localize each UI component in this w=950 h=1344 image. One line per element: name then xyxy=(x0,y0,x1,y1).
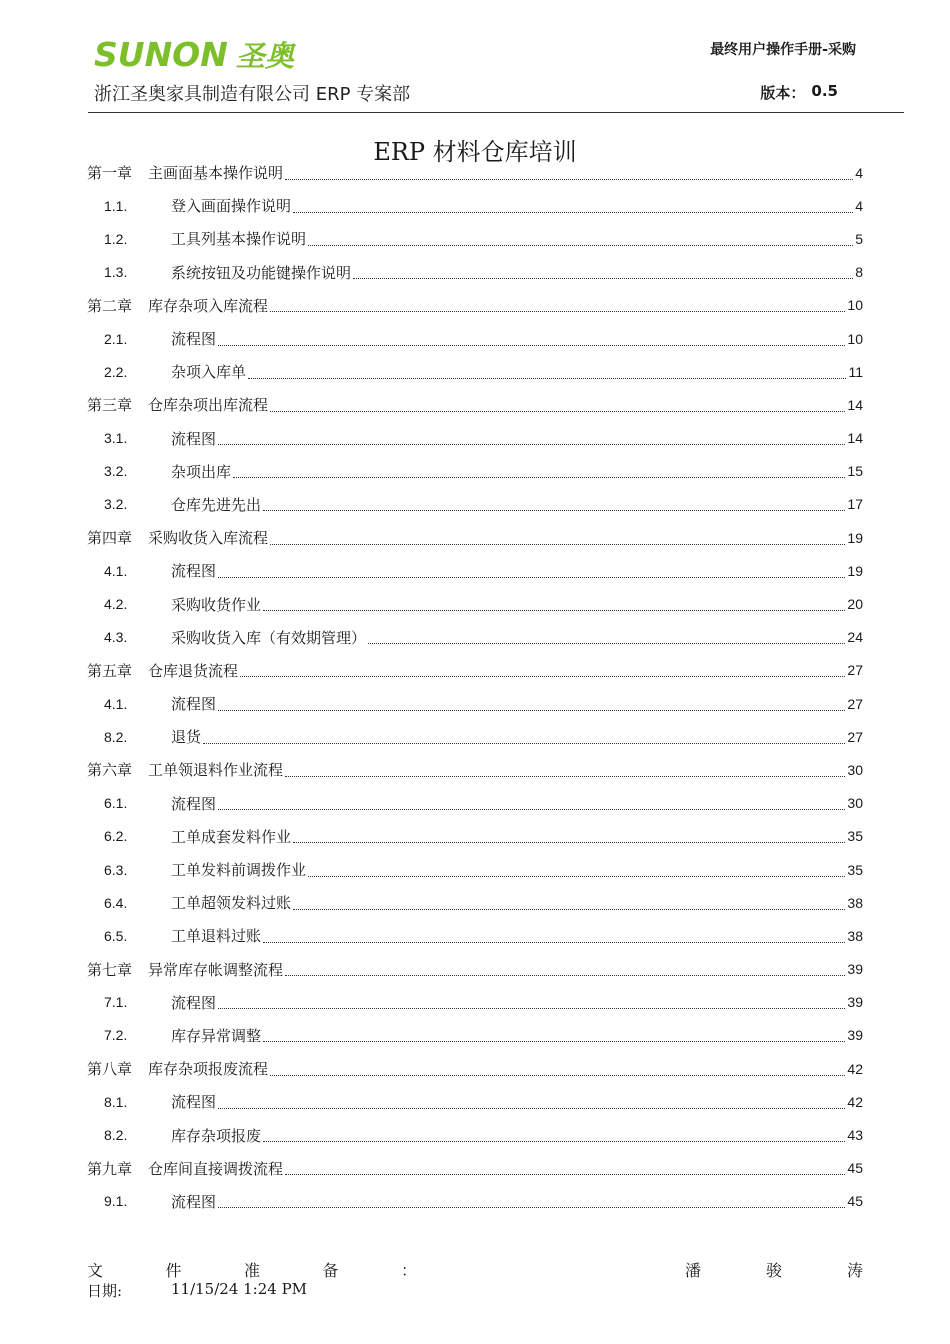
toc-chapter-entry[interactable] xyxy=(87,1152,863,1185)
toc-entry-page: 45 xyxy=(847,1160,863,1177)
toc-dot-leader xyxy=(285,178,853,180)
toc-entry-title: 工具列基本操作说明 xyxy=(171,230,307,249)
toc-section-entry[interactable] xyxy=(87,687,863,720)
toc-entry-page: 27 xyxy=(847,662,863,679)
toc-entry-title: 流程图 xyxy=(171,695,217,714)
toc-entry-page: 15 xyxy=(847,463,863,480)
toc-section-entry[interactable] xyxy=(87,986,863,1019)
toc-chapter-entry[interactable] xyxy=(87,156,863,189)
toc-entry-page: 19 xyxy=(847,562,863,579)
toc-entry-title: 工单超领发料过账 xyxy=(171,894,292,913)
toc-entry-number: 6.4. xyxy=(104,894,128,911)
toc-entry-number: 1.1. xyxy=(104,197,128,214)
toc-entry-number: 7.2. xyxy=(104,1027,128,1044)
toc-section-entry[interactable] xyxy=(87,720,863,753)
toc-entry-page: 10 xyxy=(847,297,863,314)
page-header xyxy=(88,30,904,113)
toc-dot-leader xyxy=(203,742,845,744)
toc-dot-leader xyxy=(218,1107,845,1109)
toc-entry-number: 第八章 xyxy=(87,1060,133,1079)
toc-entry-number: 8.2. xyxy=(104,1127,128,1144)
toc-dot-leader xyxy=(233,476,845,478)
toc-entry-number: 7.1. xyxy=(104,994,128,1011)
toc-entry-page: 42 xyxy=(847,1060,863,1077)
toc-entry-title: 仓库杂项出库流程 xyxy=(148,396,269,415)
toc-entry-page: 4 xyxy=(855,197,863,214)
toc-entry-title: 流程图 xyxy=(171,562,217,581)
logo-wordmark: SUNON xyxy=(94,35,228,74)
toc-entry-title: 杂项入库单 xyxy=(171,363,247,382)
toc-entry-number: 8.1. xyxy=(104,1093,128,1110)
toc-entry-page: 39 xyxy=(847,1027,863,1044)
toc-entry-number: 6.2. xyxy=(104,828,128,845)
toc-entry-title: 库存异常调整 xyxy=(171,1026,262,1045)
prepared-label-char: 备 xyxy=(322,1261,339,1280)
toc-entry-page: 14 xyxy=(847,396,863,413)
toc-entry-number: 第六章 xyxy=(87,761,133,780)
toc-entry-page: 20 xyxy=(847,596,863,613)
toc-entry-page: 30 xyxy=(847,795,863,812)
toc-section-entry[interactable] xyxy=(87,189,863,222)
toc-entry-page: 8 xyxy=(855,264,863,281)
table-of-contents xyxy=(87,156,863,1218)
toc-dot-leader xyxy=(285,974,845,976)
company-name: 浙江圣奥家具制造有限公司 ERP 专案部 xyxy=(94,84,411,105)
toc-entry-number: 4.2. xyxy=(104,596,128,613)
toc-chapter-entry[interactable] xyxy=(87,654,863,687)
toc-dot-leader xyxy=(353,277,853,279)
toc-dot-leader xyxy=(368,642,845,644)
toc-dot-leader xyxy=(285,1173,845,1175)
toc-dot-leader xyxy=(263,609,845,611)
toc-section-entry[interactable] xyxy=(87,222,863,255)
toc-chapter-entry[interactable] xyxy=(87,388,863,421)
toc-entry-number: 第四章 xyxy=(87,529,133,548)
sunon-logo xyxy=(94,34,294,75)
toc-entry-page: 42 xyxy=(847,1093,863,1110)
toc-entry-number: 9.1. xyxy=(104,1193,128,1210)
toc-entry-title: 仓库先进先出 xyxy=(171,495,262,514)
toc-entry-number: 6.3. xyxy=(104,861,128,878)
toc-chapter-entry[interactable] xyxy=(87,289,863,322)
toc-dot-leader xyxy=(308,244,853,246)
toc-section-entry[interactable] xyxy=(87,1185,863,1218)
toc-entry-title: 异常库存帐调整流程 xyxy=(148,960,284,979)
toc-entry-number: 2.1. xyxy=(104,330,128,347)
document-title: ERP 材料仓库培训 xyxy=(373,138,577,166)
toc-section-entry[interactable] xyxy=(87,554,863,587)
toc-entry-number: 第五章 xyxy=(87,661,133,680)
toc-entry-page: 5 xyxy=(855,230,863,247)
toc-entry-title: 工单领退料作业流程 xyxy=(148,761,284,780)
footer-prepared-by xyxy=(87,1258,863,1281)
toc-entry-page: 39 xyxy=(847,961,863,978)
toc-section-entry[interactable] xyxy=(87,820,863,853)
toc-section-entry[interactable] xyxy=(87,886,863,919)
toc-section-entry[interactable] xyxy=(87,919,863,952)
toc-section-entry[interactable] xyxy=(87,256,863,289)
toc-dot-leader xyxy=(263,1140,845,1142)
toc-entry-page: 10 xyxy=(847,330,863,347)
logo-chinese-mark: 圣奥 xyxy=(235,39,294,73)
toc-entry-page: 27 xyxy=(847,728,863,745)
toc-dot-leader xyxy=(248,377,846,379)
toc-entry-page: 30 xyxy=(847,761,863,778)
date-value: 11/15/24 1:24 PM xyxy=(171,1280,308,1298)
toc-section-entry[interactable] xyxy=(87,621,863,654)
toc-entry-number: 4.3. xyxy=(104,629,128,646)
toc-dot-leader xyxy=(263,509,845,511)
toc-entry-title: 采购收货入库流程 xyxy=(148,529,269,548)
toc-entry-title: 工单退料过账 xyxy=(171,927,262,946)
toc-section-entry[interactable] xyxy=(87,587,863,620)
toc-entry-title: 流程图 xyxy=(171,794,217,813)
toc-entry-title: 库存杂项报废 xyxy=(171,1126,262,1145)
toc-entry-page: 38 xyxy=(847,927,863,944)
toc-section-entry[interactable] xyxy=(87,322,863,355)
toc-entry-title: 工单成套发料作业 xyxy=(171,827,292,846)
toc-entry-number: 6.1. xyxy=(104,795,128,812)
toc-entry-title: 采购收货入库（有效期管理） xyxy=(171,628,367,647)
prepared-name-char: 骏 xyxy=(765,1261,782,1280)
date-label: 日期: xyxy=(87,1282,123,1300)
toc-section-entry[interactable] xyxy=(87,422,863,455)
toc-entry-number: 8.2. xyxy=(104,728,128,745)
toc-entry-number: 3.2. xyxy=(104,463,128,480)
toc-dot-leader xyxy=(293,211,853,213)
toc-entry-number: 第二章 xyxy=(87,296,133,315)
toc-entry-page: 24 xyxy=(847,629,863,646)
toc-chapter-entry[interactable] xyxy=(87,521,863,554)
prepared-label xyxy=(87,1258,417,1281)
toc-entry-page: 11 xyxy=(848,363,863,380)
toc-entry-title: 流程图 xyxy=(171,993,217,1012)
toc-entry-title: 流程图 xyxy=(171,1093,217,1112)
toc-dot-leader xyxy=(240,675,845,677)
toc-dot-leader xyxy=(218,709,845,711)
toc-dot-leader xyxy=(270,543,845,545)
toc-entry-page: 39 xyxy=(847,994,863,1011)
toc-dot-leader xyxy=(218,808,845,810)
prepared-label-char: 文 xyxy=(87,1261,104,1280)
toc-section-entry[interactable] xyxy=(87,488,863,521)
toc-dot-leader xyxy=(285,775,845,777)
toc-section-entry[interactable] xyxy=(87,455,863,488)
prepared-name-char: 潘 xyxy=(685,1261,702,1280)
toc-entry-title: 工单发料前调拨作业 xyxy=(171,861,307,880)
toc-entry-number: 第九章 xyxy=(87,1159,133,1178)
toc-dot-leader xyxy=(263,941,845,943)
prepared-label-char: ： xyxy=(400,1261,417,1280)
toc-section-entry[interactable] xyxy=(87,787,863,820)
toc-section-entry[interactable] xyxy=(87,1118,863,1151)
toc-dot-leader xyxy=(218,1206,845,1208)
toc-chapter-entry[interactable] xyxy=(87,753,863,786)
prepared-name xyxy=(685,1258,863,1281)
toc-entry-page: 35 xyxy=(847,861,863,878)
version-value: 0.5 xyxy=(811,82,838,100)
toc-entry-title: 仓库间直接调拨流程 xyxy=(148,1159,284,1178)
version-info xyxy=(760,82,838,103)
toc-entry-title: 库存杂项入库流程 xyxy=(148,296,269,315)
toc-entry-title: 流程图 xyxy=(171,429,217,448)
toc-entry-number: 4.1. xyxy=(104,695,128,712)
toc-entry-number: 第一章 xyxy=(87,164,133,183)
toc-dot-leader xyxy=(270,1074,845,1076)
toc-entry-title: 登入画面操作说明 xyxy=(171,197,292,216)
toc-entry-page: 4 xyxy=(855,164,863,181)
toc-entry-number: 6.5. xyxy=(104,927,128,944)
toc-entry-title: 库存杂项报废流程 xyxy=(148,1060,269,1079)
toc-section-entry[interactable] xyxy=(87,355,863,388)
toc-entry-page: 14 xyxy=(847,430,863,447)
toc-dot-leader xyxy=(293,908,845,910)
toc-dot-leader xyxy=(263,1040,845,1042)
toc-entry-title: 主画面基本操作说明 xyxy=(148,164,284,183)
toc-dot-leader xyxy=(293,841,845,843)
toc-dot-leader xyxy=(270,310,845,312)
toc-entry-page: 27 xyxy=(847,695,863,712)
toc-entry-page: 38 xyxy=(847,894,863,911)
toc-chapter-entry[interactable] xyxy=(87,1052,863,1085)
toc-dot-leader xyxy=(218,576,845,578)
toc-entry-number: 第七章 xyxy=(87,960,133,979)
footer-date xyxy=(87,1280,307,1301)
toc-dot-leader xyxy=(270,410,845,412)
toc-entry-title: 系统按钮及功能键操作说明 xyxy=(171,263,352,282)
prepared-name-char: 涛 xyxy=(846,1261,863,1280)
toc-entry-title: 杂项出库 xyxy=(171,462,232,481)
toc-entry-number: 3.2. xyxy=(104,496,128,513)
toc-dot-leader xyxy=(218,1007,845,1009)
toc-section-entry[interactable] xyxy=(87,1085,863,1118)
toc-dot-leader xyxy=(218,344,845,346)
toc-entry-page: 19 xyxy=(847,529,863,546)
toc-section-entry[interactable] xyxy=(87,853,863,886)
toc-entry-number: 1.3. xyxy=(104,264,128,281)
toc-entry-page: 17 xyxy=(847,496,863,513)
toc-entry-title: 流程图 xyxy=(171,1192,217,1211)
toc-entry-page: 43 xyxy=(847,1127,863,1144)
toc-entry-title: 退货 xyxy=(171,728,202,747)
version-label: 版本： xyxy=(760,84,806,102)
toc-entry-number: 3.1. xyxy=(104,430,128,447)
toc-entry-title: 采购收货作业 xyxy=(171,595,262,614)
toc-section-entry[interactable] xyxy=(87,1019,863,1052)
toc-dot-leader xyxy=(308,875,845,877)
toc-entry-number: 2.2. xyxy=(104,363,128,380)
toc-dot-leader xyxy=(218,443,845,445)
prepared-label-char: 准 xyxy=(243,1261,260,1280)
toc-entry-page: 45 xyxy=(847,1193,863,1210)
toc-entry-number: 4.1. xyxy=(104,562,128,579)
manual-title: 最终用户操作手册-采购 xyxy=(710,42,856,58)
toc-entry-title: 仓库退货流程 xyxy=(148,661,239,680)
prepared-label-char: 件 xyxy=(165,1261,182,1280)
toc-entry-title: 流程图 xyxy=(171,330,217,349)
toc-entry-page: 35 xyxy=(847,828,863,845)
toc-entry-number: 第三章 xyxy=(87,396,133,415)
toc-entry-number: 1.2. xyxy=(104,230,128,247)
toc-chapter-entry[interactable] xyxy=(87,953,863,986)
